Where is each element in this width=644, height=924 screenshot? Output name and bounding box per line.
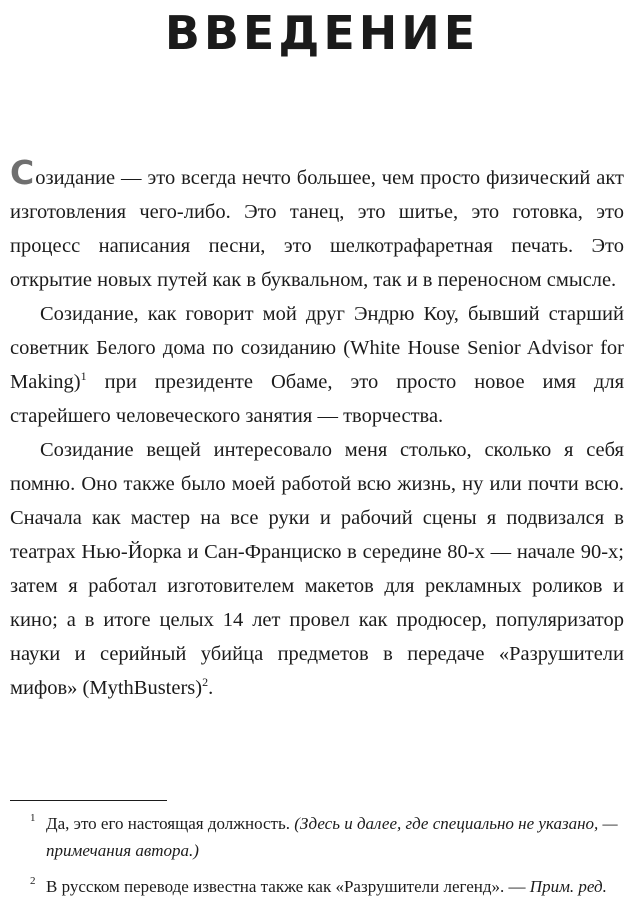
paragraph-2 [10,297,624,433]
paragraph-3-text-after: . [208,677,214,699]
footnotes [10,810,630,909]
paragraph-1-text: озидание — это всегда нечто большее, чем просто физический акт изготовления чего-либо. Это танец, это шитье, это готовка, это процесс написания песни, это шелкотрафаретная печать. Это открытие новых путей как в буквальном, так и в переносном смысле. [10,167,624,291]
paragraph-2-text-before: Созидание, как говорит мой друг Эндрю Коу, бывший старший советник Белого дома по созиданию (White House Senior Advisor for Making) [10,303,624,393]
footnote-number: 2 [30,875,36,887]
paragraph-2-text-after: при президенте Обаме, это просто новое имя для старейшего человеческого занятия — творчества. [10,371,624,427]
footnote-italic-text: (Здесь и далее, где специально не указано, — примечания автора.) [46,814,618,860]
paragraph-3-text-before: Созидание вещей интересовало меня столько, сколько я себя помню. Оно также было моей работой всю жизнь, ну или почти всю. Сначала как мастер на все руки и рабочий сцены я подвизался в театрах Нью-Йорка и Сан-Франциско в середине 80-х — начале 90-х; затем я работал изготовителем макетов для рекламных роликов и кино; а в итоге целых 14 лет провел как продюсер, популяризатор науки и серийный убийца предметов в передаче «Разрушители мифов» (MythBusters) [10,439,624,699]
chapter-title: ВВЕДЕНИЕ [164,6,480,60]
drop-cap: С [10,153,35,192]
footnote-text: В русском переводе известна также как «Разрушители легенд». — [46,877,530,896]
footnote-ref-1[interactable]: 1 [80,369,87,383]
body-text [10,153,624,705]
footnote-italic-text: Прим. ред. [529,877,607,896]
footnote-ref-2[interactable]: 2 [202,675,209,689]
footnote-2 [10,873,630,900]
footnote-text: Да, это его настоящая должность. [46,814,295,833]
paragraph-3 [10,433,624,705]
paragraph-1 [10,153,624,297]
footnote-divider [10,800,167,801]
footnote-1 [10,810,630,864]
footnote-number: 1 [30,812,36,824]
